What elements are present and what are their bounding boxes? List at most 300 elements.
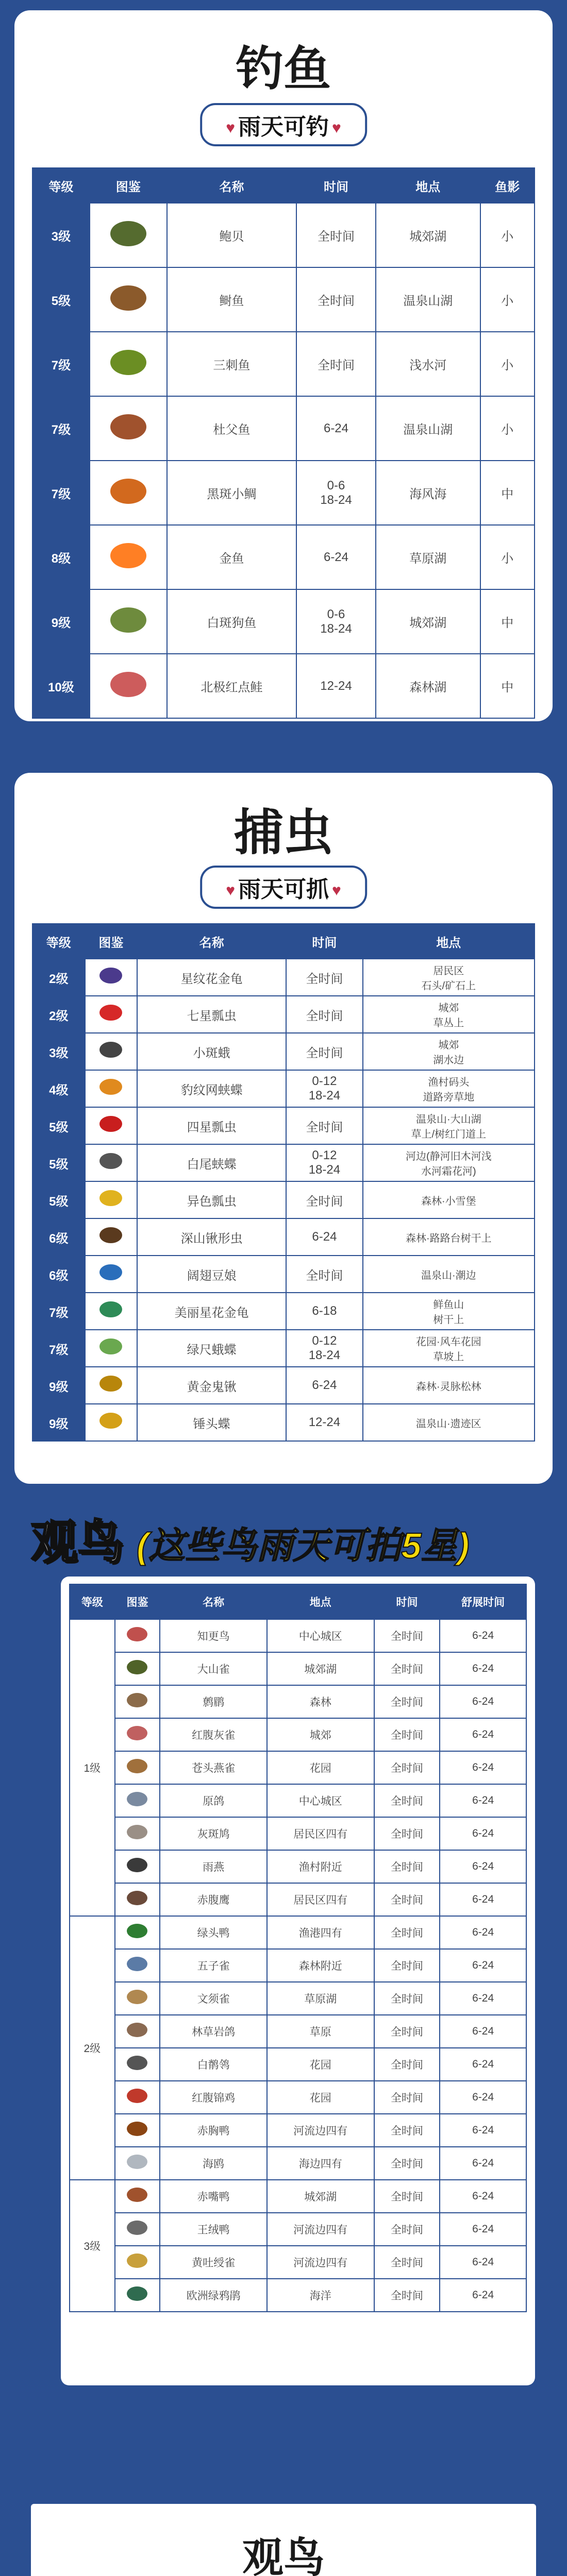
column-header: 图鉴 [90,168,167,203]
time-cell: 全时间 [286,1256,362,1293]
column-header: 名称 [137,924,286,959]
time-cell: 12-24 [286,1404,362,1441]
time-cell: 0-6 18-24 [296,589,376,654]
table-row [70,2048,526,2081]
table-row [32,1107,535,1144]
icon-cell [115,1685,160,1718]
level-cell: 1级 [70,1619,115,1916]
stretch-time-cell: 6-24 [440,1685,526,1718]
name-cell: 原鸽 [160,1784,267,1817]
fishing-title: 钓鱼 [236,43,331,95]
place-cell: 渔村附近 [267,1850,374,1883]
column-header: 图鉴 [85,924,138,959]
name-cell: 欧洲绿鸦鹃 [160,2279,267,2312]
time-cell: 全时间 [286,996,362,1033]
stretch-time-cell: 6-24 [440,1652,526,1685]
table-row [32,461,535,525]
stretch-time-cell: 6-24 [440,2246,526,2279]
place-cell: 海洋 [267,2279,374,2312]
place-cell: 居民区四有 [267,1817,374,1850]
time-cell: 全时间 [374,1784,440,1817]
creature-icon [127,2221,147,2235]
stretch-time-cell: 6-24 [440,2048,526,2081]
level-cell: 7级 [32,332,90,396]
table-row [32,1293,535,1330]
stretch-time-cell: 6-24 [440,1850,526,1883]
column-header: 名称 [167,168,296,203]
name-cell: 鲍贝 [167,203,296,267]
icon-cell [115,2246,160,2279]
name-cell: 雨燕 [160,1850,267,1883]
size-cell: 小 [480,396,535,461]
table-row [32,332,535,396]
time-cell: 全时间 [286,1181,362,1218]
place-cell: 城郊湖 [267,1652,374,1685]
name-cell: 黄金鬼锹 [137,1367,286,1404]
place-cell: 海风海 [376,461,480,525]
place-cell: 温泉山·大山湖 草上/树红门道上 [363,1107,535,1144]
creature-icon [99,1190,122,1206]
creature-icon [127,1627,147,1641]
time-cell: 全时间 [374,2246,440,2279]
stretch-time-cell: 6-24 [440,1784,526,1817]
birds5-title: 观鸟 [31,1517,124,1568]
icon-cell [85,1107,138,1144]
time-cell: 0-6 18-24 [296,461,376,525]
name-cell: 灰斑鸠 [160,1817,267,1850]
icon-cell [115,1751,160,1784]
icon-cell [115,2015,160,2048]
name-cell: 林草岩鸽 [160,2015,267,2048]
name-cell: 四星瓢虫 [137,1107,286,1144]
level-cell: 8级 [32,525,90,589]
stretch-time-cell: 6-24 [440,1982,526,2015]
level-cell: 6级 [32,1218,85,1256]
name-cell: 黑斑小鲷 [167,461,296,525]
creature-icon [127,1792,147,1806]
place-cell: 温泉山湖 [376,267,480,332]
table-row [70,1784,526,1817]
time-cell: 全时间 [374,2081,440,2114]
place-cell: 花园 [267,1751,374,1784]
icon-cell [90,461,167,525]
icon-cell [85,996,138,1033]
place-cell: 城郊湖 [376,203,480,267]
creature-icon [110,285,146,311]
level-cell: 7级 [32,1330,85,1367]
icon-cell [115,1619,160,1652]
name-cell: 苍头燕雀 [160,1751,267,1784]
creature-icon [127,2122,147,2136]
creature-icon [110,414,146,439]
place-cell: 海边四有 [267,2147,374,2180]
birds5-heading [31,1504,470,1571]
icon-cell [85,1404,138,1441]
creature-icon [127,2023,147,2037]
creature-icon [99,1153,122,1169]
time-cell: 全时间 [296,203,376,267]
name-cell: 豹纹网蛱蝶 [137,1070,286,1107]
table-row [32,589,535,654]
place-cell: 森林·路路台树干上 [363,1218,535,1256]
icon-cell [115,2147,160,2180]
icon-cell [85,1256,138,1293]
creature-icon [110,672,146,697]
column-header: 等级 [70,1584,115,1619]
icon-cell [85,1181,138,1218]
time-cell: 全时间 [374,2213,440,2246]
icon-cell [90,203,167,267]
time-cell: 全时间 [296,267,376,332]
table-row [70,1652,526,1685]
stretch-time-cell: 6-24 [440,1718,526,1751]
table-row [70,1949,526,1982]
fishing-card [14,10,553,721]
name-cell: 杜父鱼 [167,396,296,461]
birds5-subtitle: (这些鸟雨天可拍5星) [137,1526,470,1566]
time-cell: 6-24 [296,396,376,461]
column-header: 等级 [32,924,85,959]
stretch-time-cell: 6-24 [440,2147,526,2180]
name-cell: 赤腹鹰 [160,1883,267,1916]
icon-cell [85,1033,138,1070]
stretch-time-cell: 6-24 [440,2015,526,2048]
table-row [32,1330,535,1367]
table-row [32,1070,535,1107]
heart-icon: ♥ [332,120,341,137]
creature-icon [127,1990,147,2004]
icon-cell [115,1850,160,1883]
stretch-time-cell: 6-24 [440,1619,526,1652]
creature-icon [99,1338,122,1354]
table-row [32,203,535,267]
icon-cell [90,589,167,654]
name-cell: 北极红点鲑 [167,654,296,718]
time-cell: 全时间 [374,1718,440,1751]
creature-icon [127,1660,147,1674]
icon-cell [90,396,167,461]
stretch-time-cell: 6-24 [440,2114,526,2147]
name-cell: 文须雀 [160,1982,267,2015]
icon-cell [85,1144,138,1181]
level-cell: 3级 [70,2180,115,2312]
icon-cell [115,1718,160,1751]
stretch-time-cell: 6-24 [440,1949,526,1982]
creature-icon [110,543,146,568]
creature-icon [99,968,122,984]
table-row [32,1404,535,1441]
table-row [70,1751,526,1784]
name-cell: 白斑狗鱼 [167,589,296,654]
icon-cell [115,1982,160,2015]
level-cell: 4级 [32,1070,85,1107]
time-cell: 全时间 [374,1982,440,2015]
creature-icon [99,1376,122,1392]
name-cell: 绿尺蛾蝶 [137,1330,286,1367]
place-cell: 花园 [267,2081,374,2114]
column-header: 地点 [363,924,535,959]
name-cell: 王绒鸭 [160,2213,267,2246]
time-cell: 全时间 [374,2015,440,2048]
place-cell: 森林湖 [376,654,480,718]
column-header: 舒展时间 [440,1584,526,1619]
bugs-card [14,773,553,1484]
icon-cell [115,2279,160,2312]
name-cell: 小斑蛾 [137,1033,286,1070]
name-cell: 赤胸鸭 [160,2114,267,2147]
time-cell: 全时间 [374,2048,440,2081]
table-row [70,2147,526,2180]
table-row [70,1850,526,1883]
icon-cell [85,1330,138,1367]
time-cell: 6-18 [286,1293,362,1330]
place-cell: 浅水河 [376,332,480,396]
table-row [32,396,535,461]
place-cell: 鲜鱼山 树干上 [363,1293,535,1330]
table-row [32,1033,535,1070]
stretch-time-cell: 6-24 [440,2213,526,2246]
place-cell: 城郊 草丛上 [363,996,535,1033]
stretch-time-cell: 6-24 [440,2180,526,2213]
time-cell: 全时间 [374,1817,440,1850]
name-cell: 锤头蝶 [137,1404,286,1441]
table-row [70,1982,526,2015]
table-row [32,525,535,589]
time-cell: 全时间 [374,1949,440,1982]
time-cell: 全时间 [286,959,362,996]
level-cell: 5级 [32,1107,85,1144]
creature-icon [127,1891,147,1905]
place-cell: 渔村码头 道路旁草地 [363,1070,535,1107]
table-row [32,1144,535,1181]
level-cell: 5级 [32,1181,85,1218]
place-cell: 城郊湖 [267,2180,374,2213]
time-cell: 全时间 [374,2114,440,2147]
time-cell: 6-24 [286,1367,362,1404]
level-cell: 9级 [32,1404,85,1441]
creature-icon [127,2089,147,2103]
place-cell: 河流边四有 [267,2114,374,2147]
place-cell: 渔港四有 [267,1916,374,1949]
place-cell: 草原湖 [376,525,480,589]
bugs-subtitle-pill [200,866,367,909]
place-cell: 居民区四有 [267,1883,374,1916]
heart-icon: ♥ [332,882,341,900]
level-cell: 10级 [32,654,90,718]
fishing-subtitle: 雨天可钓 [238,114,329,140]
table-row [70,1916,526,1949]
icon-cell [85,1218,138,1256]
name-cell: 金鱼 [167,525,296,589]
table-row [32,654,535,718]
place-cell: 河流边四有 [267,2246,374,2279]
creature-icon [127,1693,147,1707]
place-cell: 草原湖 [267,1982,374,2015]
level-cell: 9级 [32,589,90,654]
bugs-subtitle: 雨天可抓 [238,877,329,902]
icon-cell [115,1652,160,1685]
table-row [70,2180,526,2213]
stretch-time-cell: 6-24 [440,1817,526,1850]
name-cell: 红腹锦鸡 [160,2081,267,2114]
table-row [70,2015,526,2048]
level-cell: 3级 [32,203,90,267]
name-cell: 海鸥 [160,2147,267,2180]
table-row [70,2213,526,2246]
table-row [70,1718,526,1751]
name-cell: 美丽星花金龟 [137,1293,286,1330]
place-cell: 森林 [267,1685,374,1718]
time-cell: 全时间 [374,2180,440,2213]
time-cell: 全时间 [374,1685,440,1718]
heart-icon: ♥ [226,120,235,137]
place-cell: 花园 [267,2048,374,2081]
name-cell: 赤嘴鸭 [160,2180,267,2213]
creature-icon [110,607,146,633]
icon-cell [115,1784,160,1817]
table-row [32,1367,535,1404]
time-cell: 全时间 [374,1652,440,1685]
icon-cell [115,2213,160,2246]
icon-cell [115,2114,160,2147]
table-row [70,1817,526,1850]
size-cell: 中 [480,589,535,654]
icon-cell [90,267,167,332]
level-cell: 7级 [32,1293,85,1330]
name-cell: 红腹灰雀 [160,1718,267,1751]
table-row [70,1619,526,1652]
place-cell: 城郊 湖水边 [363,1033,535,1070]
place-cell: 河边(静河旧木河浅 水河霜花河) [363,1144,535,1181]
column-header: 名称 [160,1584,267,1619]
stretch-time-cell: 6-24 [440,1751,526,1784]
place-cell: 中心城区 [267,1784,374,1817]
creature-icon [99,1227,122,1243]
birds-rain-card [31,2504,536,2576]
name-cell: 白尾蛱蝶 [137,1144,286,1181]
column-header: 等级 [32,168,90,203]
column-header: 地点 [267,1584,374,1619]
time-cell: 0-12 18-24 [286,1330,362,1367]
time-cell: 0-12 18-24 [286,1144,362,1181]
creature-icon [127,1759,147,1773]
creature-icon [110,221,146,246]
table-row [32,1218,535,1256]
bugs-title: 捕虫 [234,805,333,860]
size-cell: 小 [480,203,535,267]
table-row [70,2114,526,2147]
stretch-time-cell: 6-24 [440,2279,526,2312]
column-header: 图鉴 [115,1584,160,1619]
time-cell: 6-24 [296,525,376,589]
creature-icon [127,2253,147,2268]
icon-cell [115,1949,160,1982]
bugs-table [32,923,535,1442]
table-row [70,1685,526,1718]
icon-cell [85,959,138,996]
icon-cell [115,1916,160,1949]
time-cell: 全时间 [374,2147,440,2180]
creature-icon [127,2286,147,2301]
level-cell: 9级 [32,1367,85,1404]
name-cell: 白鹡鸰 [160,2048,267,2081]
creature-icon [99,1264,122,1280]
stretch-time-cell: 6-24 [440,1883,526,1916]
place-cell: 森林·小雪堡 [363,1181,535,1218]
place-cell: 中心城区 [267,1619,374,1652]
time-cell: 全时间 [286,1033,362,1070]
level-cell: 5级 [32,267,90,332]
table-row [70,2081,526,2114]
creature-icon [99,1005,122,1021]
stretch-time-cell: 6-24 [440,2081,526,2114]
place-cell: 森林附近 [267,1949,374,1982]
table-row [70,2246,526,2279]
size-cell: 中 [480,461,535,525]
name-cell: 异色瓢虫 [137,1181,286,1218]
column-header: 时间 [296,168,376,203]
level-cell: 3级 [32,1033,85,1070]
column-header: 地点 [376,168,480,203]
size-cell: 中 [480,654,535,718]
icon-cell [90,332,167,396]
name-cell: 深山锹形虫 [137,1218,286,1256]
table-row [70,1883,526,1916]
place-cell: 居民区 石头/矿石上 [363,959,535,996]
time-cell: 全时间 [374,1850,440,1883]
level-cell: 5级 [32,1144,85,1181]
creature-icon [99,1413,122,1429]
creature-icon [127,2188,147,2202]
creature-icon [127,1924,147,1938]
table-row [32,1256,535,1293]
level-cell: 2级 [32,959,85,996]
name-cell: 绿头鸭 [160,1916,267,1949]
name-cell: 知更鸟 [160,1619,267,1652]
name-cell: 大山雀 [160,1652,267,1685]
name-cell: 黄吐绶雀 [160,2246,267,2279]
size-cell: 小 [480,332,535,396]
place-cell: 城郊 [267,1718,374,1751]
creature-icon [127,1858,147,1872]
creature-icon [127,1825,147,1839]
name-cell: 鲥鱼 [167,267,296,332]
place-cell: 河流边四有 [267,2213,374,2246]
time-cell: 12-24 [296,654,376,718]
creature-icon [99,1116,122,1132]
time-cell: 全时间 [296,332,376,396]
place-cell: 森林·灵脉松林 [363,1367,535,1404]
creature-icon [99,1079,122,1095]
time-cell: 全时间 [374,2279,440,2312]
time-cell: 全时间 [374,1883,440,1916]
icon-cell [115,1883,160,1916]
time-cell: 全时间 [286,1107,362,1144]
table-row [32,959,535,996]
size-cell: 小 [480,267,535,332]
column-header: 时间 [286,924,362,959]
birds5-table [69,1584,527,2312]
time-cell: 全时间 [374,1751,440,1784]
creature-icon [127,2056,147,2070]
creature-icon [127,1957,147,1971]
heart-icon: ♥ [226,882,235,900]
column-header: 时间 [374,1584,440,1619]
level-cell: 2级 [70,1916,115,2180]
icon-cell [115,2180,160,2213]
icon-cell [115,1817,160,1850]
level-cell: 2级 [32,996,85,1033]
